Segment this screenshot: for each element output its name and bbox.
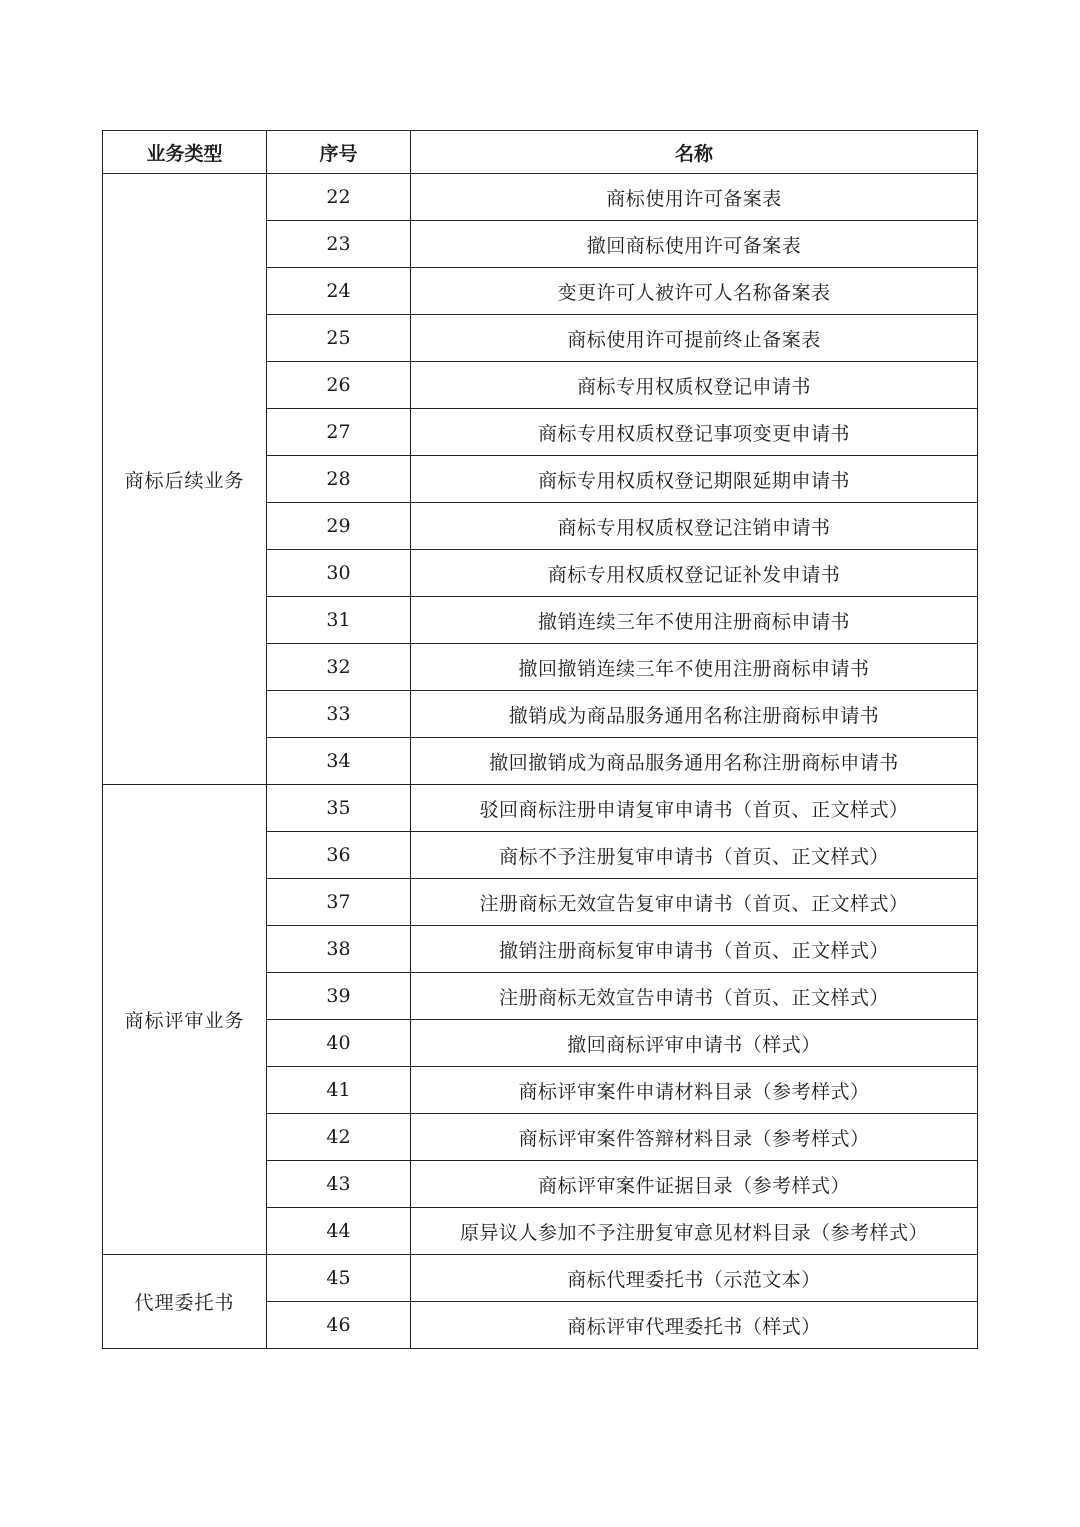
name-cell: 商标评审案件申请材料目录（参考样式） [411,1067,978,1114]
name-cell: 商标评审案件答辩材料目录（参考样式） [411,1114,978,1161]
name-cell: 商标专用权质权登记证补发申请书 [411,550,978,597]
number-cell: 29 [267,503,411,550]
number-cell: 44 [267,1208,411,1255]
number-cell: 32 [267,644,411,691]
name-cell: 商标专用权质权登记期限延期申请书 [411,456,978,503]
name-cell: 商标使用许可备案表 [411,174,978,221]
number-cell: 35 [267,785,411,832]
number-cell: 31 [267,597,411,644]
number-cell: 38 [267,926,411,973]
name-cell: 撤回撤销连续三年不使用注册商标申请书 [411,644,978,691]
name-cell: 商标专用权质权登记申请书 [411,362,978,409]
table-row [103,174,978,221]
category-cell: 商标评审业务 [103,785,267,1255]
name-cell: 撤销注册商标复审申请书（首页、正文样式） [411,926,978,973]
category-cell: 代理委托书 [103,1255,267,1349]
name-cell: 商标评审案件证据目录（参考样式） [411,1161,978,1208]
number-cell: 22 [267,174,411,221]
number-cell: 46 [267,1302,411,1349]
number-cell: 45 [267,1255,411,1302]
number-cell: 30 [267,550,411,597]
number-cell: 33 [267,691,411,738]
number-cell: 43 [267,1161,411,1208]
category-cell: 商标后续业务 [103,174,267,785]
name-cell: 商标代理委托书（示范文本） [411,1255,978,1302]
name-cell: 注册商标无效宣告申请书（首页、正文样式） [411,973,978,1020]
number-cell: 25 [267,315,411,362]
number-cell: 37 [267,879,411,926]
name-cell: 撤回撤销成为商品服务通用名称注册商标申请书 [411,738,978,785]
header-name: 名称 [411,131,978,174]
header-row [103,131,978,174]
name-cell: 商标评审代理委托书（样式） [411,1302,978,1349]
number-cell: 26 [267,362,411,409]
name-cell: 撤回商标使用许可备案表 [411,221,978,268]
name-cell: 商标专用权质权登记注销申请书 [411,503,978,550]
name-cell: 驳回商标注册申请复审申请书（首页、正文样式） [411,785,978,832]
number-cell: 39 [267,973,411,1020]
name-cell: 变更许可人被许可人名称备案表 [411,268,978,315]
table-body [103,174,978,1349]
forms-table [102,130,978,1349]
number-cell: 36 [267,832,411,879]
table-row [103,785,978,832]
name-cell: 商标使用许可提前终止备案表 [411,315,978,362]
table-row [103,1255,978,1302]
name-cell: 撤销成为商品服务通用名称注册商标申请书 [411,691,978,738]
header-number: 序号 [267,131,411,174]
number-cell: 24 [267,268,411,315]
header-category: 业务类型 [103,131,267,174]
name-cell: 撤回商标评审申请书（样式） [411,1020,978,1067]
name-cell: 商标不予注册复审申请书（首页、正文样式） [411,832,978,879]
number-cell: 40 [267,1020,411,1067]
table-header [103,131,978,174]
number-cell: 34 [267,738,411,785]
number-cell: 41 [267,1067,411,1114]
name-cell: 商标专用权质权登记事项变更申请书 [411,409,978,456]
name-cell: 原异议人参加不予注册复审意见材料目录（参考样式） [411,1208,978,1255]
name-cell: 撤销连续三年不使用注册商标申请书 [411,597,978,644]
number-cell: 28 [267,456,411,503]
number-cell: 42 [267,1114,411,1161]
name-cell: 注册商标无效宣告复审申请书（首页、正文样式） [411,879,978,926]
number-cell: 27 [267,409,411,456]
number-cell: 23 [267,221,411,268]
